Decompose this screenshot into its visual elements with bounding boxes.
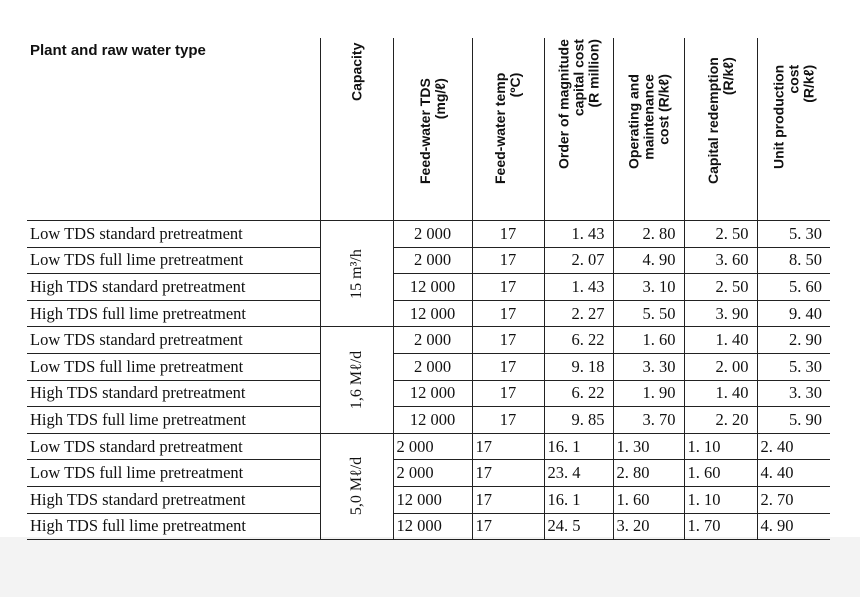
cell-redemption: 3. 90	[684, 300, 757, 327]
cell-om: 3. 20	[613, 513, 684, 540]
cell-temp: 17	[472, 353, 544, 380]
cell-redemption: 2. 50	[684, 221, 757, 248]
cell-plant: Low TDS standard pretreatment	[27, 327, 320, 354]
cell-plant: Low TDS full lime pretreatment	[27, 353, 320, 380]
header-capital-cost-line2: capital cost	[570, 39, 586, 117]
table-row	[27, 513, 830, 540]
cell-tds: 12 000	[393, 274, 472, 301]
cell-tds: 2 000	[393, 247, 472, 274]
header-capital-cost-line3: (R million)	[585, 39, 601, 108]
cell-plant: High TDS standard pretreatment	[27, 486, 320, 513]
cell-plant: High TDS full lime pretreatment	[27, 407, 320, 434]
cell-redemption: 1. 60	[684, 460, 757, 487]
cell-om: 1. 60	[613, 327, 684, 354]
cell-om: 3. 70	[613, 407, 684, 434]
header-feed-tds-line2: (mg/ℓ)	[431, 78, 448, 120]
cell-plant: Low TDS full lime pretreatment	[27, 247, 320, 274]
cell-redemption: 1. 10	[684, 486, 757, 513]
cell-tds: 2 000	[393, 460, 472, 487]
header-unit-cost-line3: (R/kℓ)	[800, 64, 817, 103]
cell-capital: 16. 1	[544, 433, 613, 460]
capacity-label: 15 m³/h	[347, 248, 365, 299]
cell-capital: 2. 07	[544, 247, 613, 274]
cell-unit: 2. 90	[757, 327, 830, 354]
cell-unit: 4. 90	[757, 513, 830, 540]
cell-unit: 8. 50	[757, 247, 830, 274]
cell-tds: 12 000	[393, 513, 472, 540]
cell-temp: 17	[472, 274, 544, 301]
cell-temp: 17	[472, 327, 544, 354]
table-row	[27, 221, 830, 248]
page-bottom-band	[0, 537, 860, 597]
header-plant: Plant and raw water type	[27, 38, 320, 221]
cell-plant: High TDS standard pretreatment	[27, 380, 320, 407]
table-row	[27, 247, 830, 274]
header-capital-cost	[544, 38, 613, 221]
cell-capacity	[320, 433, 393, 539]
cell-redemption: 2. 50	[684, 274, 757, 301]
cell-plant: Low TDS standard pretreatment	[27, 221, 320, 248]
header-feed-tds-line1: Feed-water TDS	[416, 78, 433, 184]
cell-tds: 12 000	[393, 300, 472, 327]
cell-unit: 5. 30	[757, 221, 830, 248]
cell-temp: 17	[472, 433, 544, 460]
cell-capital: 1. 43	[544, 274, 613, 301]
table-row	[27, 433, 830, 460]
header-feed-temp-line1: Feed-water temp	[492, 72, 508, 184]
cell-tds: 2 000	[393, 327, 472, 354]
cell-capital: 9. 85	[544, 407, 613, 434]
capacity-label: 1,6 Mℓ/d	[347, 350, 365, 410]
header-unit-cost-line2: cost	[785, 64, 802, 94]
cell-capital: 16. 1	[544, 486, 613, 513]
header-om-cost	[613, 38, 684, 221]
cell-capital: 9. 18	[544, 353, 613, 380]
cell-unit: 4. 40	[757, 460, 830, 487]
table-row	[27, 486, 830, 513]
cell-capacity	[320, 327, 393, 433]
cell-unit: 3. 30	[757, 380, 830, 407]
header-unit-cost	[757, 38, 830, 221]
cell-tds: 2 000	[393, 433, 472, 460]
cell-unit: 9. 40	[757, 300, 830, 327]
table-row	[27, 300, 830, 327]
header-om-cost-line2: maintenance	[640, 74, 656, 160]
cell-tds: 12 000	[393, 486, 472, 513]
table-row	[27, 353, 830, 380]
cell-plant: Low TDS full lime pretreatment	[27, 460, 320, 487]
header-unit-cost-line1: Unit production	[770, 64, 787, 169]
cell-redemption: 1. 70	[684, 513, 757, 540]
cell-om: 4. 90	[613, 247, 684, 274]
cell-unit: 5. 60	[757, 274, 830, 301]
cell-tds: 12 000	[393, 380, 472, 407]
cell-om: 2. 80	[613, 221, 684, 248]
cell-capital: 23. 4	[544, 460, 613, 487]
header-feed-temp	[472, 38, 544, 221]
table-row	[27, 274, 830, 301]
cell-temp: 17	[472, 486, 544, 513]
table-row	[27, 380, 830, 407]
cell-tds: 2 000	[393, 221, 472, 248]
cell-plant: Low TDS standard pretreatment	[27, 433, 320, 460]
cell-om: 5. 50	[613, 300, 684, 327]
cell-om: 3. 30	[613, 353, 684, 380]
table-row	[27, 460, 830, 487]
cell-temp: 17	[472, 300, 544, 327]
cell-temp: 17	[472, 380, 544, 407]
cell-plant: High TDS full lime pretreatment	[27, 513, 320, 540]
header-feed-temp-line2: (ºC)	[507, 72, 523, 98]
cell-om: 1. 90	[613, 380, 684, 407]
cell-redemption: 1. 10	[684, 433, 757, 460]
cell-plant: High TDS standard pretreatment	[27, 274, 320, 301]
header-feed-tds	[393, 38, 472, 221]
cell-redemption: 1. 40	[684, 380, 757, 407]
cell-plant: High TDS full lime pretreatment	[27, 300, 320, 327]
cell-om: 2. 80	[613, 460, 684, 487]
header-capacity	[320, 38, 393, 221]
header-row	[27, 38, 830, 221]
cell-om: 3. 10	[613, 274, 684, 301]
cell-redemption: 2. 00	[684, 353, 757, 380]
cell-temp: 17	[472, 460, 544, 487]
cell-capital: 24. 5	[544, 513, 613, 540]
header-capital-cost-line1: Order of magnitude	[555, 39, 571, 169]
cell-temp: 17	[472, 407, 544, 434]
cell-capital: 2. 27	[544, 300, 613, 327]
table-row	[27, 327, 830, 354]
cell-temp: 17	[472, 513, 544, 540]
header-om-cost-line3: cost (R/kℓ)	[655, 74, 671, 145]
header-capacity-text: Capacity	[348, 42, 364, 101]
header-capital-redemption-line1: Capital redemption	[704, 57, 721, 184]
cell-capacity	[320, 221, 393, 327]
cell-unit: 5. 90	[757, 407, 830, 434]
capacity-label: 5,0 Mℓ/d	[347, 457, 365, 516]
header-capital-redemption	[684, 38, 757, 221]
cell-redemption: 1. 40	[684, 327, 757, 354]
cell-temp: 17	[472, 247, 544, 274]
header-om-cost-line1: Operating and	[625, 74, 641, 169]
cell-capital: 1. 43	[544, 221, 613, 248]
cell-unit: 2. 40	[757, 433, 830, 460]
cost-table	[27, 38, 830, 540]
cell-om: 1. 30	[613, 433, 684, 460]
cell-unit: 2. 70	[757, 486, 830, 513]
cell-unit: 5. 30	[757, 353, 830, 380]
cell-om: 1. 60	[613, 486, 684, 513]
cell-redemption: 2. 20	[684, 407, 757, 434]
cell-tds: 2 000	[393, 353, 472, 380]
cell-redemption: 3. 60	[684, 247, 757, 274]
table-row	[27, 407, 830, 434]
cell-capital: 6. 22	[544, 327, 613, 354]
header-capital-redemption-line2: (R/kℓ)	[719, 57, 736, 96]
cell-tds: 12 000	[393, 407, 472, 434]
cell-capital: 6. 22	[544, 380, 613, 407]
cell-temp: 17	[472, 221, 544, 248]
